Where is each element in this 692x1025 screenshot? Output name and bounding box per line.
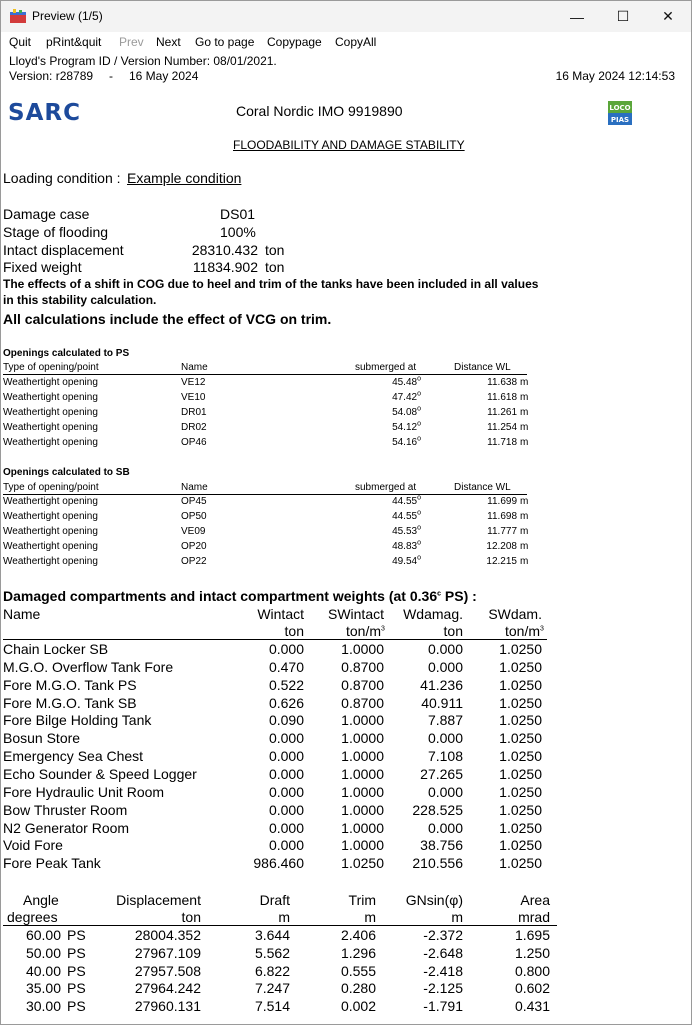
gnsin-value: -2.418 bbox=[423, 962, 463, 979]
area-value: 0.800 bbox=[514, 962, 550, 979]
degree-symbol: o bbox=[417, 390, 421, 398]
compartment-swdam: 1.0250 bbox=[499, 819, 542, 836]
compartment-wdamag: 7.108 bbox=[427, 748, 463, 765]
gnsin-value: -1.791 bbox=[423, 998, 463, 1014]
heel-side: PS bbox=[67, 962, 86, 979]
openings-ps-rule bbox=[3, 374, 527, 375]
compartment-swintact: 1.0000 bbox=[341, 765, 384, 782]
opening-type: Weathertight opening bbox=[3, 407, 98, 418]
col-angle: Angle bbox=[23, 892, 59, 908]
fixed-weight-value: 11834.902 bbox=[192, 259, 258, 275]
displacement-value: 27957.508 bbox=[134, 962, 201, 979]
degree-symbol: o bbox=[417, 509, 421, 517]
col-name: Name bbox=[181, 482, 208, 493]
opening-distance: 11.699 bbox=[487, 496, 517, 507]
gnsin-value: -2.372 bbox=[423, 927, 463, 943]
compartment-name: Bosun Store bbox=[3, 730, 81, 747]
compartment-swintact: 0.8700 bbox=[341, 658, 384, 675]
compartment-wdamag: 0.000 bbox=[427, 819, 463, 836]
version-date: 16 May 2024 bbox=[129, 69, 199, 83]
loading-value: Example condition bbox=[127, 170, 242, 186]
col-area-unit: mrad bbox=[518, 909, 550, 925]
compartment-swintact: 1.0250 bbox=[341, 855, 384, 872]
compartment-swintact: 0.8700 bbox=[341, 694, 384, 711]
opening-submerged-value: 54.12 bbox=[392, 422, 418, 433]
compartment-wintact: 0.000 bbox=[268, 801, 304, 818]
heel-side: PS bbox=[67, 927, 86, 943]
cog-note-line1: The effects of a shift in COG due to heel and trim of the tanks have been included in all values bbox=[3, 277, 539, 291]
compartment-wdamag: 38.756 bbox=[420, 837, 463, 854]
col-trim: Trim bbox=[348, 892, 376, 908]
compartments-title-a: Damaged compartments and intact compartment weights (at 0.36 bbox=[3, 588, 438, 604]
opening-submerged bbox=[341, 377, 421, 388]
openings-sb-title: Openings calculated to SB bbox=[3, 467, 130, 478]
maximize-button[interactable] bbox=[600, 1, 646, 32]
menu-copyall[interactable]: CopyAll bbox=[335, 35, 377, 49]
opening-distance: 11.777 bbox=[487, 526, 517, 537]
col-displacement-unit: ton bbox=[181, 909, 201, 925]
compartment-name: Chain Locker SB bbox=[3, 641, 109, 657]
gnsin-value: -2.125 bbox=[423, 980, 463, 997]
opening-distance-unit: m bbox=[520, 422, 529, 433]
openings-sb-rule bbox=[3, 494, 527, 495]
compartment-swdam: 1.0250 bbox=[499, 641, 542, 657]
fixed-weight-unit: ton bbox=[265, 259, 285, 275]
compartment-swdam: 1.0250 bbox=[499, 801, 542, 818]
draft-value: 3.644 bbox=[254, 927, 290, 943]
menu-print-quit[interactable]: pRint&quit bbox=[46, 35, 102, 49]
col-submerged: submerged at bbox=[355, 482, 417, 493]
draft-value: 7.514 bbox=[254, 998, 290, 1014]
opening-distance-unit: m bbox=[520, 392, 529, 403]
opening-submerged bbox=[341, 556, 421, 567]
compartment-name: Fore Hydraulic Unit Room bbox=[3, 783, 165, 800]
opening-distance: 12.208 bbox=[486, 541, 517, 552]
col-displacement: Displacement bbox=[116, 892, 201, 908]
menu-next[interactable]: Next bbox=[156, 35, 181, 49]
title-bar bbox=[1, 1, 691, 32]
loco-logo-bottom: PIAS bbox=[610, 116, 630, 124]
compartment-swintact: 1.0000 bbox=[341, 801, 384, 818]
degree-symbol: o bbox=[417, 524, 421, 532]
opening-distance: 12.215 bbox=[486, 556, 517, 567]
opening-submerged bbox=[341, 511, 421, 522]
compartment-name: Fore M.G.O. Tank SB bbox=[3, 694, 137, 711]
col-gnsin: GNsin(φ) bbox=[405, 892, 463, 908]
compartment-wintact: 0.000 bbox=[268, 837, 304, 854]
heel-side: PS bbox=[67, 998, 86, 1014]
close-icon: ✕ bbox=[662, 8, 674, 24]
opening-distance: 11.261 bbox=[487, 407, 517, 418]
opening-type: Weathertight opening bbox=[3, 496, 98, 507]
area-value: 0.431 bbox=[514, 998, 550, 1014]
compartment-name: Emergency Sea Chest bbox=[3, 748, 144, 765]
opening-distance: 11.638 bbox=[487, 377, 517, 388]
heel-angle: 50.00 bbox=[25, 944, 61, 961]
opening-distance: 11.698 bbox=[487, 511, 517, 522]
unit-swintact: ton/$m^3$ bbox=[346, 623, 385, 639]
menu-copypage[interactable]: Copypage bbox=[267, 35, 322, 49]
unit-swdam-text: ton/m bbox=[505, 623, 541, 639]
opening-name: DR02 bbox=[181, 422, 207, 433]
compartment-wintact: 0.626 bbox=[268, 694, 304, 711]
draft-value: 5.562 bbox=[254, 944, 290, 961]
program-id: Lloyd's Program ID / Version Number: 08/01/2021. bbox=[9, 54, 277, 68]
displacement-value: 28004.352 bbox=[134, 927, 201, 943]
col-name: Name bbox=[181, 362, 208, 373]
compartment-name: Fore M.G.O. Tank PS bbox=[3, 676, 137, 693]
stage-label: Stage of flooding bbox=[3, 224, 109, 240]
trim-value: 2.406 bbox=[340, 927, 376, 943]
version-dash: - bbox=[109, 69, 113, 83]
col-name: Name bbox=[3, 606, 41, 622]
displacement-value: 27964.242 bbox=[134, 980, 201, 997]
compartment-swdam: 1.0250 bbox=[499, 855, 542, 872]
opening-distance: 11.254 bbox=[487, 422, 517, 433]
degree-symbol: o bbox=[417, 435, 421, 443]
opening-distance: 11.718 bbox=[487, 437, 517, 448]
opening-submerged bbox=[341, 526, 421, 537]
degree-symbol: o bbox=[417, 554, 421, 562]
sarc-logo: SARC bbox=[8, 100, 81, 126]
unit-wintact: ton bbox=[284, 623, 304, 639]
col-swintact: SWintact bbox=[327, 606, 384, 622]
compartments-title: Damaged compartments and intact compartment weights (at 0.36$^c$ PS) : bbox=[3, 588, 477, 604]
menu-prev[interactable]: Prev bbox=[119, 35, 144, 49]
heel-angle: 40.00 bbox=[25, 962, 61, 979]
col-submerged: submerged at bbox=[355, 362, 417, 373]
minimize-button[interactable] bbox=[554, 1, 600, 32]
compartments-rule bbox=[3, 639, 547, 640]
degree-symbol: o bbox=[417, 375, 421, 383]
opening-submerged-value: 47.42 bbox=[392, 392, 418, 403]
compartment-swdam: 1.0250 bbox=[499, 783, 542, 800]
compartment-wdamag: 0.000 bbox=[427, 730, 463, 747]
opening-type: Weathertight opening bbox=[3, 392, 98, 403]
compartment-wdamag: 7.887 bbox=[427, 712, 463, 729]
compartment-wintact: 0.522 bbox=[268, 676, 304, 693]
stability-rule bbox=[3, 925, 557, 926]
opening-distance-unit: m bbox=[520, 377, 529, 388]
compartment-wintact: 986.460 bbox=[253, 855, 304, 872]
loco-logo-top: LOCO bbox=[609, 104, 631, 112]
opening-name: VE09 bbox=[181, 526, 206, 537]
area-value: 1.250 bbox=[514, 944, 550, 961]
opening-submerged bbox=[341, 392, 421, 403]
col-distance: Distance WL bbox=[454, 362, 511, 373]
vessel-name: Coral Nordic IMO 9919890 bbox=[236, 103, 403, 119]
compartment-swintact: 0.8700 bbox=[341, 676, 384, 693]
degree-symbol: o bbox=[417, 539, 421, 547]
opening-submerged-value: 45.53 bbox=[392, 526, 418, 537]
heel-side: PS bbox=[67, 980, 86, 997]
displacement-value: 27960.131 bbox=[134, 998, 201, 1014]
compartment-wdamag: 228.525 bbox=[412, 801, 463, 818]
opening-name: OP45 bbox=[181, 496, 207, 507]
compartment-name: Fore Bilge Holding Tank bbox=[3, 712, 152, 729]
unit-wdamag: ton bbox=[443, 623, 463, 639]
col-draft-unit: m bbox=[278, 909, 290, 925]
stage-value: 100% bbox=[220, 224, 256, 240]
opening-distance-unit: m bbox=[520, 556, 529, 567]
compartment-name: Echo Sounder & Speed Logger bbox=[3, 765, 197, 782]
compartment-swdam: 1.0250 bbox=[499, 676, 542, 693]
trim-value: 1.296 bbox=[340, 944, 376, 961]
opening-distance-unit: m bbox=[520, 496, 529, 507]
opening-submerged bbox=[341, 437, 421, 448]
menu-quit[interactable]: Quit bbox=[9, 35, 32, 49]
opening-name: OP50 bbox=[181, 511, 207, 522]
degree-symbol: o bbox=[417, 405, 421, 413]
compartments-title-b: PS) : bbox=[441, 588, 477, 604]
opening-type: Weathertight opening bbox=[3, 377, 98, 388]
compartment-swintact: 1.0000 bbox=[341, 819, 384, 836]
opening-name: VE12 bbox=[181, 377, 206, 388]
opening-name: OP20 bbox=[181, 541, 207, 552]
openings-ps-title: Openings calculated to PS bbox=[3, 348, 130, 359]
compartment-wdamag: 41.236 bbox=[420, 676, 463, 693]
opening-type: Weathertight opening bbox=[3, 437, 98, 448]
opening-distance-unit: m bbox=[520, 437, 529, 448]
opening-submerged bbox=[341, 407, 421, 418]
intact-displacement-unit: ton bbox=[265, 242, 285, 258]
compartment-swdam: 1.0250 bbox=[499, 730, 542, 747]
col-area: Area bbox=[520, 892, 550, 908]
compartment-name: M.G.O. Overflow Tank Fore bbox=[3, 658, 174, 675]
compartment-wintact: 0.000 bbox=[268, 819, 304, 836]
degree-symbol: o bbox=[417, 494, 421, 502]
opening-submerged-value: 45.48 bbox=[392, 377, 418, 388]
opening-submerged-value: 54.08 bbox=[392, 407, 418, 418]
compartment-wintact: 0.470 bbox=[268, 658, 304, 675]
col-trim-unit: m bbox=[364, 909, 376, 925]
print-datetime: 16 May 2024 12:14:53 bbox=[555, 69, 675, 83]
opening-distance-unit: m bbox=[520, 526, 529, 537]
heel-angle: 60.00 bbox=[25, 927, 61, 943]
report-title: FLOODABILITY AND DAMAGE STABILITY bbox=[233, 138, 465, 152]
compartment-wdamag: 0.000 bbox=[427, 641, 463, 657]
col-distance: Distance WL bbox=[454, 482, 511, 493]
compartment-swintact: 1.0000 bbox=[341, 712, 384, 729]
col-angle-unit: degrees bbox=[7, 909, 58, 925]
compartment-swintact: 1.0000 bbox=[341, 837, 384, 854]
opening-submerged-value: 44.55 bbox=[392, 496, 418, 507]
compartment-wintact: 0.090 bbox=[268, 712, 304, 729]
intact-displacement-label: Intact displacement bbox=[3, 242, 124, 258]
compartment-wdamag: 0.000 bbox=[427, 783, 463, 800]
draft-value: 6.822 bbox=[254, 962, 290, 979]
compartment-wintact: 0.000 bbox=[268, 765, 304, 782]
col-wintact: Wintact bbox=[257, 606, 304, 622]
compartment-name: N2 Generator Room bbox=[3, 819, 130, 836]
cog-note-line2: in this stability calculation. bbox=[3, 293, 157, 307]
opening-type: Weathertight opening bbox=[3, 556, 98, 567]
col-draft: Draft bbox=[259, 892, 290, 908]
opening-submerged bbox=[341, 541, 421, 552]
opening-name: VE10 bbox=[181, 392, 206, 403]
opening-type: Weathertight opening bbox=[3, 526, 98, 537]
trim-value: 0.555 bbox=[340, 962, 376, 979]
version: Version: r28789 bbox=[9, 69, 94, 83]
opening-distance-unit: m bbox=[520, 511, 529, 522]
unit-swdam: ton/$m^3$ bbox=[505, 623, 544, 639]
compartment-name: Void Fore bbox=[3, 837, 63, 854]
displacement-value: 27967.109 bbox=[134, 944, 201, 961]
opening-type: Weathertight opening bbox=[3, 511, 98, 522]
compartment-wintact: 0.000 bbox=[268, 783, 304, 800]
minimize-icon: — bbox=[570, 8, 584, 25]
app-icon bbox=[10, 9, 26, 23]
draft-value: 7.247 bbox=[254, 980, 290, 997]
opening-name: OP22 bbox=[181, 556, 207, 567]
opening-submerged-value: 48.83 bbox=[392, 541, 418, 552]
compartment-swintact: 1.0000 bbox=[341, 783, 384, 800]
intact-displacement-value: 28310.432 bbox=[191, 242, 258, 258]
col-type: Type of opening/point bbox=[3, 482, 99, 493]
loading-label: Loading condition : bbox=[3, 170, 121, 186]
fixed-weight-label: Fixed weight bbox=[3, 259, 82, 275]
compartment-swintact: 1.0000 bbox=[341, 641, 384, 657]
col-swdam: SWdam. bbox=[488, 606, 542, 622]
opening-distance: 11.618 bbox=[487, 392, 517, 403]
col-wdamag: Wdamag. bbox=[403, 606, 463, 622]
opening-submerged-value: 54.16 bbox=[392, 437, 418, 448]
compartment-wdamag: 27.265 bbox=[420, 765, 463, 782]
close-button[interactable] bbox=[645, 1, 691, 32]
opening-submerged bbox=[341, 496, 421, 507]
compartment-swdam: 1.0250 bbox=[499, 712, 542, 729]
compartment-swdam: 1.0250 bbox=[499, 658, 542, 675]
area-value: 1.695 bbox=[514, 927, 550, 943]
compartment-wintact: 0.000 bbox=[268, 730, 304, 747]
compartment-wdamag: 40.911 bbox=[421, 694, 463, 711]
compartment-swdam: 1.0250 bbox=[499, 748, 542, 765]
opening-distance-unit: m bbox=[520, 407, 529, 418]
menu-goto-page[interactable]: Go to page bbox=[195, 35, 255, 49]
heel-angle: 35.00 bbox=[25, 980, 61, 997]
heel-side: PS bbox=[67, 944, 86, 961]
opening-name: DR01 bbox=[181, 407, 207, 418]
compartment-wdamag: 0.000 bbox=[427, 658, 463, 675]
compartment-wintact: 0.000 bbox=[268, 641, 304, 657]
opening-type: Weathertight opening bbox=[3, 541, 98, 552]
compartment-swintact: 1.0000 bbox=[341, 748, 384, 765]
vcg-note: All calculations include the effect of VCG on trim. bbox=[3, 311, 332, 327]
compartment-name: Bow Thruster Room bbox=[3, 801, 128, 818]
col-gnsin-unit: m bbox=[451, 909, 463, 925]
compartment-swdam: 1.0250 bbox=[499, 837, 542, 854]
compartment-swintact: 1.0000 bbox=[341, 730, 384, 747]
opening-type: Weathertight opening bbox=[3, 422, 98, 433]
area-value: 0.602 bbox=[514, 980, 550, 997]
compartment-wintact: 0.000 bbox=[268, 748, 304, 765]
opening-submerged-value: 49.54 bbox=[392, 556, 418, 567]
compartment-wdamag: 210.556 bbox=[412, 855, 463, 872]
compartment-swdam: 1.0250 bbox=[499, 694, 542, 711]
trim-value: 0.002 bbox=[340, 998, 376, 1014]
opening-distance-unit: m bbox=[520, 541, 529, 552]
unit-swintact-text: ton/m bbox=[346, 623, 382, 639]
loco-pias-logo bbox=[608, 101, 632, 125]
opening-submerged-value: 44.55 bbox=[392, 511, 418, 522]
compartment-swdam: 1.0250 bbox=[499, 765, 542, 782]
damage-case-label: Damage case bbox=[3, 206, 90, 222]
gnsin-value: -2.648 bbox=[423, 944, 463, 961]
heel-angle: 30.00 bbox=[25, 998, 61, 1014]
opening-submerged bbox=[341, 422, 421, 433]
maximize-icon: ☐ bbox=[616, 8, 630, 24]
trim-value: 0.280 bbox=[340, 980, 376, 997]
damage-case-value: DS01 bbox=[220, 206, 256, 222]
degree-symbol: o bbox=[417, 420, 421, 428]
window-title: Preview (1/5) bbox=[32, 9, 103, 23]
col-type: Type of opening/point bbox=[3, 362, 99, 373]
opening-name: OP46 bbox=[181, 437, 207, 448]
menu-bar bbox=[1, 32, 691, 52]
compartment-name: Fore Peak Tank bbox=[3, 855, 101, 872]
